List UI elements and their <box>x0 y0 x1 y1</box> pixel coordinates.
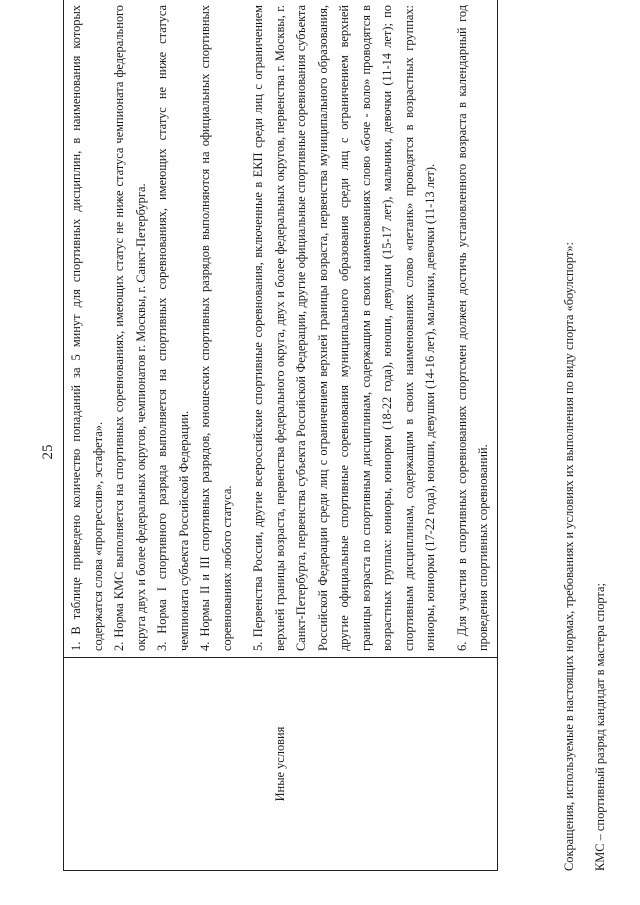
clause-1: 1. В таблице приведено количество попаданий за 5 минут для спортивных дисциплин, в наименования которых содержатся слова «прогрессив», эстафета». <box>69 5 105 651</box>
page-number: 25 <box>40 444 56 460</box>
footnotes <box>560 25 622 871</box>
clause-5: 5. Первенства России, другие всероссийские спортивные соревнования, включенные в ЕКП среди лиц с ограничением верхней границы возраста, первенства федерального округа, двух и более федеральных округов, первенства г. Москвы, г. Санкт-Петербурга, первенства субъекта Российской Федерации, другие официальные спортивные соревнования субъекта Российской Федерации среди лиц с ограничением верхней границы возраста, первенства муниципального образования, другие официальные спортивные соревнования муниципального образования среди лиц с ограничением верхней границы возраста по спортивным дисциплинам, содержащим в своих наименованиях слово «боче - воло» проводятся в возрастных группах: юниоры, юниорки (18-22 года), юноши, девушки (15-17 лет), мальчики, девочки (11-14 лет); по спортивным дисциплинам, содержащим в своих наименованиях слово «петанк» проводятся в возрастных группах: юниоры, юниорки (17-22 года), юноши, девушки (14-16 лет), мальчики, девочки (11-13 лет). <box>251 5 437 651</box>
abbreviations-intro: Сокращения, используемые в настоящих нормах, требованиях и условиях их выполнения по виду спорта «боулспорт»: <box>562 242 576 871</box>
row-label: Иные условия <box>272 726 287 802</box>
clause-spacer <box>238 5 248 651</box>
table-row <box>64 0 498 871</box>
clause-3: 3. Норма I спортивного разряда выполняется на спортивных соревнованиях, имеющих статус не ниже статуса чемпионата субъекта Российской Федерации. <box>155 5 191 651</box>
conditions-table <box>63 0 498 871</box>
row-label-cell <box>64 658 498 871</box>
clause-spacer <box>442 5 452 651</box>
clause-6: 6. Для участия в спортивных соревнованиях спортсмен должен достичь установленного возраста в календарный год проведения спортивных соревнований. <box>454 5 490 651</box>
clause-4: 4. Нормы II и III спортивных разрядов, юношеских спортивных разрядов выполняются на официальных спортивных соревнованиях любого статуса. <box>198 5 234 651</box>
clause-2: 2. Норма КМС выполняется на спортивных соревнованиях, имеющих статус не ниже статуса чемпионата федерального округа двух и более федеральных округов, чемпионатов г. Москвы, г. Санкт-Петербурга. <box>112 5 148 651</box>
abbreviation-kms: КМС – спортивный разряд кандидат в мастера спорта; <box>593 583 607 871</box>
conditions-cell <box>64 0 498 658</box>
